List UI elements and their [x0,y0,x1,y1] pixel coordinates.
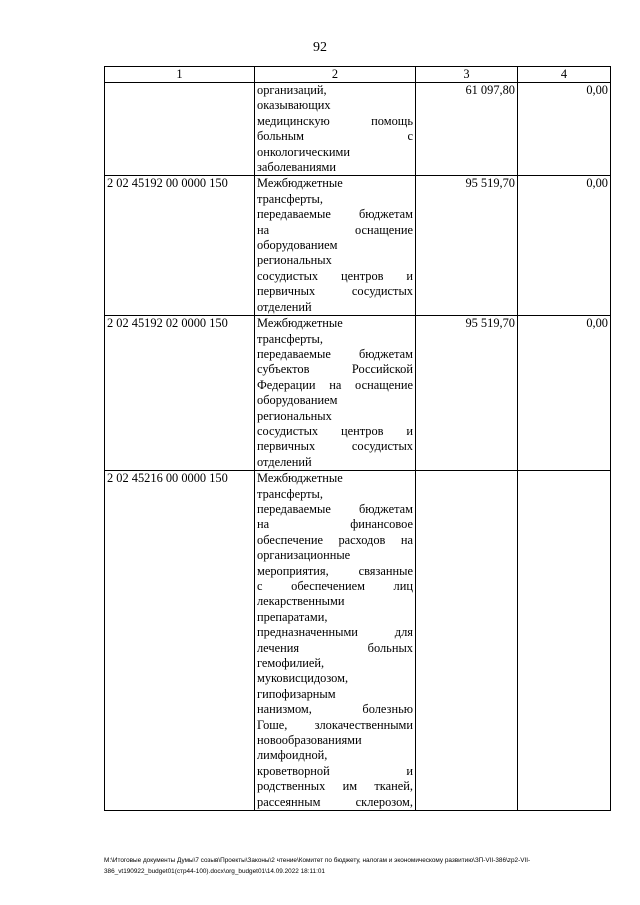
description-line: сосудистых центров и [257,268,413,283]
amount-column-4 [518,471,611,811]
description-line: рассеянным склерозом, [257,794,413,809]
table-row [105,471,611,811]
footer-line-2: 386_vt190922_budget01(стр44-100).docx\org_budget01\14.09.2022 18:11:01 [104,868,325,875]
table-body [105,83,611,811]
description-line: передаваемые бюджетам [257,501,413,516]
description-line: заболеваниями [257,160,337,175]
description-line: организационные [257,548,351,563]
description-line: новообразованиями [257,733,362,748]
budget-code-cell: 2 02 45216 00 0000 150 [105,471,255,811]
description-line: организаций, [257,83,327,97]
description-line: оборудованием [257,238,338,253]
table-row [105,176,611,316]
description-line: с обеспечением лиц [257,579,413,593]
description-line: оказывающих [257,98,331,113]
footer-line-1: M:\Итоговые документы Думы\7 созыв\Проекты\Законы\2 чтение\Комитет по бюджету, налогам и экономическому развитию\ЗП-VII-386\zp2-VII- [104,857,531,864]
description-line: трансферты, [257,191,323,206]
description-line: первичных сосудистых [257,439,413,454]
budget-code-cell [105,83,255,176]
description-line: сосудистых центров и [257,423,413,438]
description-line: препаратами, [257,609,328,624]
amount-column-4: 0,00 [518,316,611,471]
document-path-footer [104,855,616,877]
description-line: Федерации на оснащение [257,377,413,392]
description-cell [255,471,416,811]
description-line: нанизмом, болезнью [257,702,413,717]
table-header-row [105,67,611,83]
description-line: онкологическими [257,144,351,159]
description-line: отделений [257,299,312,314]
description-line: больным с [257,129,413,144]
amount-column-4: 0,00 [518,83,611,176]
description-line: оборудованием [257,393,338,408]
budget-code-cell: 2 02 45192 02 0000 150 [105,316,255,471]
description-line: предназначенными для [257,625,413,640]
description-line: медицинскую помощь [257,113,413,128]
description-line: кроветворной и [257,763,413,778]
description-line: Гоше, злокачественными [257,717,413,732]
description-line: лимфоидной, [257,748,328,763]
column-header-3: 3 [416,67,518,83]
budget-code-cell: 2 02 45192 00 0000 150 [105,176,255,316]
description-line: на финансовое [257,517,413,532]
budget-table [104,66,611,811]
description-line: лечения больных [257,640,413,655]
amount-column-3 [416,471,518,811]
description-line: первичных сосудистых [257,284,413,299]
description-line: гемофилией, [257,656,325,671]
amount-column-3: 95 519,70 [416,176,518,316]
amount-column-4: 0,00 [518,176,611,316]
amount-column-3: 95 519,70 [416,316,518,471]
description-line: мероприятия, связанные [257,563,413,578]
description-line: лекарственными [257,594,345,609]
description-line: Межбюджетные [257,316,343,331]
description-cell [255,316,416,471]
description-line: отделений [257,454,312,469]
description-line: родственных им тканей, [257,779,413,794]
description-line: трансферты, [257,486,323,501]
description-cell [255,176,416,316]
description-line: Межбюджетные [257,471,343,486]
description-line: субъектов Российской [257,362,413,377]
description-line: передаваемые бюджетам [257,207,413,222]
description-line: передаваемые бюджетам [257,346,413,361]
description-line: трансферты, [257,331,323,346]
description-line: региональных [257,408,332,423]
amount-column-3: 61 097,80 [416,83,518,176]
description-line: Межбюджетные [257,176,343,191]
column-header-4: 4 [518,67,611,83]
column-header-1: 1 [105,67,255,83]
page-number: 92 [313,40,327,55]
description-cell [255,83,416,176]
description-line: региональных [257,253,332,268]
description-line: муковисцидозом, [257,671,349,686]
description-line: гипофизарным [257,686,336,701]
description-line: обеспечение расходов на [257,532,413,547]
table-row [105,316,611,471]
table-row [105,83,611,176]
description-line: на оснащение [257,222,413,237]
column-header-2: 2 [255,67,416,83]
